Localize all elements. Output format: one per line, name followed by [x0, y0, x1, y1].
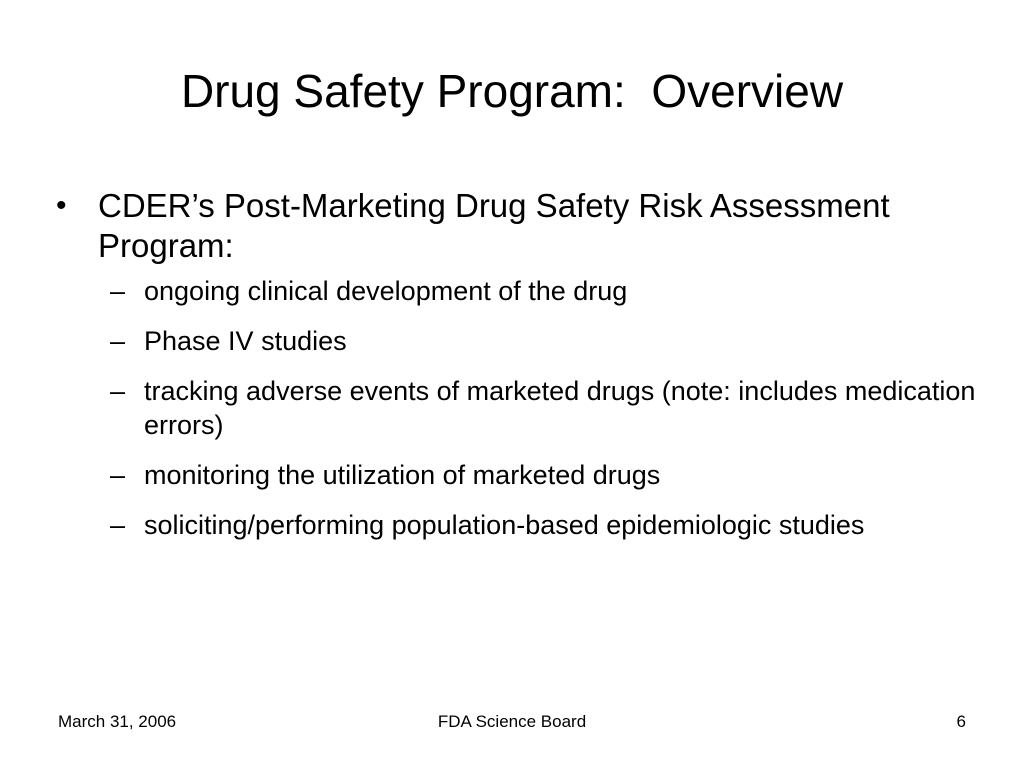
dash-bullet-icon: – [110, 510, 126, 540]
list-item [110, 458, 976, 492]
sub-list [56, 274, 976, 542]
footer-page-number: 6 [956, 712, 966, 731]
slide-body [56, 186, 976, 558]
list-item-label: soliciting/performing population-based epidemiologic studies [144, 510, 865, 540]
list-item-label: tracking adverse events of marketed drugs (note: includes medication errors) [144, 376, 976, 440]
list-item [110, 324, 976, 358]
list-item [110, 274, 976, 308]
list-item [110, 374, 976, 442]
list-item-label: Phase IV studies [144, 326, 347, 356]
page-title: Drug Safety Program: Overview [180, 64, 844, 117]
slide-footer [0, 710, 1024, 734]
dash-bullet-icon: – [110, 376, 126, 406]
list-item [56, 186, 976, 266]
list-item-label: CDER’s Post-Marketing Drug Safety Risk Assessment Program: [98, 187, 890, 264]
bullet-icon: • [56, 189, 67, 222]
footer-date: March 31, 2006 [58, 712, 177, 731]
list-item-label: monitoring the utilization of marketed drugs [144, 460, 661, 490]
list-item-label: ongoing clinical development of the drug [144, 276, 628, 306]
dash-bullet-icon: – [110, 326, 126, 356]
dash-bullet-icon: – [110, 460, 126, 490]
list-item [110, 508, 976, 542]
dash-bullet-icon: – [110, 276, 126, 306]
footer-event-name: FDA Science Board [437, 712, 587, 731]
